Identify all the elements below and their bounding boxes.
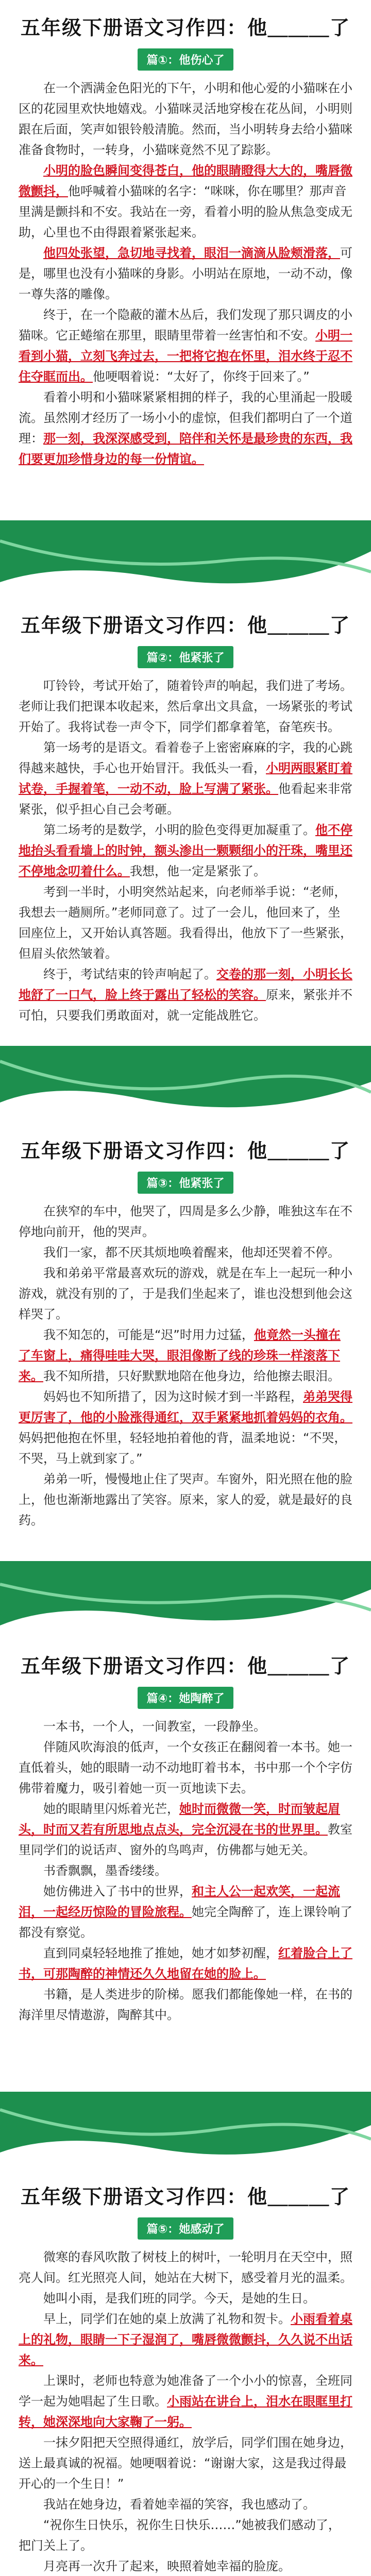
paragraph-text: 书籍，是人类进步的阶梯。愿我们都能像她一样，在书的海洋里尽情遨游，陶醉其中。	[19, 1987, 352, 2022]
section-title: 五年级下册语文习作四：他＿＿＿了	[20, 1140, 350, 1162]
essay-body	[19, 1201, 352, 1531]
paragraph-text: 她叫小雨，是我们班的同学。今天，是她的生日。	[43, 2291, 315, 2306]
paragraph-text: 她完全陶醉了，连上课铃响了都没有察觉。	[19, 1905, 352, 1940]
green-wave-separator	[0, 2092, 371, 2169]
essay-section-2	[0, 598, 371, 1046]
section-title: 五年级下册语文习作四：他＿＿＿了	[20, 16, 350, 39]
paragraph-text: 教室里同学们的说话声、窗外的鸟鸣声，仿佛都与她无关。	[19, 1822, 352, 1857]
paragraph-text: 她的眼睛里闪烁着光芒，	[43, 1802, 179, 1816]
essay-paragraph	[19, 2370, 352, 2432]
paragraph-text: 妈妈把他抱在怀里，轻轻地拍着他的背，温柔地说：“不哭，不哭，马上就到家了。”	[19, 1431, 347, 1466]
highlighted-sentence: 小雨站在讲台上，泪水在眼眶里打转，她深深地向大家鞠了一躬。	[19, 2394, 352, 2429]
essay-paragraph	[19, 1325, 352, 1386]
essay-body	[19, 78, 352, 469]
essay-paragraph	[19, 1386, 352, 1469]
paragraph-text: 叮铃铃，考试开始了，随着铃声的响起，我们进了考场。老师让我们把课本收起来，然后拿出文具盒，一场紧张的考试开始了。我将试卷一声令下，同学们都拿着笔，奋笔疾书。	[19, 679, 352, 734]
essay-paragraph	[19, 160, 352, 243]
essay-paragraph	[19, 1799, 352, 1860]
highlighted-sentence: 小雨看着桌上的礼物，眼睛一下子湿润了，嘴唇微微颤抖，久久说不出话来。	[19, 2312, 352, 2367]
highlighted-sentence: 弟弟哭得更厉害了，他的小脸涨得通红，双手紧紧地抓着妈妈的衣角。	[19, 1389, 352, 1425]
paragraph-text: 我不知怎的，可能是“迟”时用力过猛，	[43, 1328, 254, 1342]
essay-paragraph	[19, 2515, 352, 2556]
paragraph-text: 我和弟弟平常最喜欢玩的游戏，就是在车上一起玩一种小游戏，就没有别的了，于是我们坐起来了，谁也没想到他会这样哭了。	[19, 1266, 352, 1321]
essay-paragraph	[19, 1716, 352, 1737]
paragraph-text: 她仿佛进入了书中的世界，	[43, 1884, 192, 1899]
essay-paragraph	[19, 1469, 352, 1531]
paragraph-text: 直到同桌轻轻地推了推她，她才如梦初醒，	[43, 1946, 278, 1960]
paragraph-text: 我不知所措，只好默默地陪在他身边，给他擦去眼泪。	[43, 1369, 340, 1383]
essay-paragraph	[19, 2288, 352, 2309]
badge-subtitle: 她陶醉了	[179, 1692, 225, 1705]
paragraph-text: 书香飘飘，墨香缕缕。	[43, 1863, 167, 1878]
essay-paragraph	[19, 2432, 352, 2494]
essay-paragraph	[19, 387, 352, 469]
paragraph-text: 他哽咽着说：“太好了，你终于回来了。”	[93, 369, 310, 384]
paragraph-text: 微寒的春风吹散了树枝上的树叶，一轮明月在天空中，照亮人间。红光照亮人间，她站在大树下，感受着月光的温柔。	[19, 2250, 352, 2285]
essay-paragraph	[19, 2556, 352, 2576]
highlighted-sentence: 她时而微微一笑，时而皱起眉头，时而又若有所思地点点头，完全沉浸在书的世界里。	[19, 1802, 340, 1837]
paragraph-text: 终于，考试结束的铃声响起了。	[43, 967, 216, 981]
essay-paragraph	[19, 1737, 352, 1799]
badge-number: 篇⑤：	[146, 2223, 179, 2236]
essay-paragraph	[19, 820, 352, 882]
badge-subtitle: 他紧张了	[179, 1177, 225, 1190]
essay-paragraph	[19, 2494, 352, 2515]
paragraph-text: 他呼喊着小猫咪的名字：“咪咪，你在哪里？那声音里满是颤抖和不安。我站在一旁，看着小明的脸从焦急变成无助，心里也不由得跟着紧张起来。	[19, 184, 352, 240]
paragraph-text: 我想，他一定是紧张了。	[130, 864, 266, 878]
essay-paragraph	[19, 1881, 352, 1943]
paragraph-text: 我站在她身边，看着她幸福的笑容，我也感动了。	[43, 2497, 315, 2512]
badge-subtitle: 他伤心了	[179, 54, 225, 67]
essay-paragraph	[19, 1201, 352, 1242]
section-title: 五年级下册语文习作四：他＿＿＿了	[20, 2185, 350, 2208]
highlighted-sentence: 小明的脸色瞬间变得苍白，他的眼睛瞪得大大的，嘴唇微微颤抖，	[19, 163, 352, 198]
essay-paragraph	[19, 1242, 352, 1263]
badge-subtitle: 他紧张了	[179, 652, 225, 665]
essay-paragraph	[19, 2309, 352, 2370]
essay-paragraph	[19, 1860, 352, 1881]
essay-paragraph	[19, 243, 352, 304]
paragraph-text: 早上，同学们在她的桌上放满了礼物和贺卡。	[43, 2312, 291, 2326]
paragraph-text: 原来，紧张并不可怕，只要我们勇敢面对，就一定能战胜它。	[19, 988, 352, 1023]
highlighted-sentence: 那一刻，我深深感受到，陪伴和关怀是最珍贵的东西，我们要更加珍惜身边的每一份情谊。	[19, 431, 352, 466]
section-title: 五年级下册语文习作四：他＿＿＿了	[20, 614, 350, 637]
highlighted-sentence: 和主人公一起欢笑，一起流泪，一起经历惊险的冒险旅程。	[19, 1884, 340, 1919]
paragraph-text: 他看起来非常紧张，似乎担心自己会考砸。	[19, 782, 352, 817]
essay-badge	[138, 2217, 234, 2240]
essay-paragraph	[19, 1263, 352, 1325]
badge-number: 篇④：	[146, 1692, 179, 1705]
essay-paragraph	[19, 78, 352, 160]
badge-number: 篇③：	[146, 1177, 179, 1190]
essay-paragraph	[19, 675, 352, 737]
paragraph-text: 我们一家，都不厌其烦地唤着醒来，他却还哭着不停。	[43, 1245, 340, 1260]
paragraph-text: 终于，在一个隐蔽的灌木丛后，我们发现了那只调皮的小猫咪。它正蜷缩在那里，眼睛里带着一丝害怕和不安。	[19, 308, 352, 343]
essay-paragraph	[19, 1984, 352, 2025]
paragraph-text: 第一场考的是语文。看着卷子上密密麻麻的字，我的心跳得越来越快，手心也开始冒汗。我低头一看，	[19, 740, 352, 775]
essay-body	[19, 1716, 352, 2025]
essay-paragraph	[19, 1943, 352, 1984]
essay-paragraph	[19, 2247, 352, 2288]
essay-section-4	[0, 1638, 371, 2092]
paragraph-text: 在狭窄的车中，他哭了，四周是多么少静，唯独这车在不停地向前开，他的哭声。	[19, 1204, 352, 1239]
paragraph-text: 上课时，老师也特意为她准备了一个小小的惊喜，全班同学一起为她唱起了生日歌。	[19, 2374, 352, 2409]
badge-number: 篇①：	[146, 54, 179, 67]
highlighted-sentence: 他不停地抬头看看墙上的时钟，额头渗出一颗颗细小的汗珠，嘴里还不停地念叨着什么。	[19, 823, 352, 878]
paragraph-text: 考到一半时，小明突然站起来，向老师举手说：“老师，我想去一趟厕所。”老师同意了。过了一会儿，他回来了，坐回座位上，又开始认真答题。我看得出，他放下了一些紧张，但眉头依然皱着。	[19, 885, 352, 961]
green-wave-separator	[0, 1046, 371, 1123]
paragraph-text: 在一个洒满金色阳光的下午，小明和他心爱的小猫咪在小区的花园里欢快地嬉戏。小猫咪灵活地穿梭在花丛间，小明则跟在后面，笑声如银铃般清脆。然而，当小明转身去给小猫咪准备食物时，一转身，小猫咪竟然不见了踪影。	[19, 81, 352, 157]
highlighted-sentence: 他四处张望，急切地寻找着，眼泪一滴滴从脸颊滑落，	[43, 246, 340, 260]
highlighted-sentence: 他竟然一头撞在了车窗上，痛得哇哇大哭，眼泪像断了线的珍珠一样滚落下来。	[19, 1328, 341, 1383]
paragraph-text: “祝你生日快乐，祝你生日快乐……”她被我们感动了，把门关上了。	[19, 2518, 341, 2553]
highlighted-sentence: 交卷的那一刻，小明长长地舒了一口气，脸上终于露出了轻松的笑容。	[19, 967, 352, 1002]
essay-paragraph	[19, 964, 352, 1026]
paragraph-text: 一本书，一个人，一间教室，一段静坐。	[43, 1719, 266, 1734]
paragraph-text: 看着小明和小猫咪紧紧相拥的样子，我的心里涌起一股暖流。虽然刚才经历了一场小小的虚惊，但我们都明白了一个道理：	[19, 390, 352, 446]
paragraph-text: 一抹夕阳把天空照得通红，放学后，同学们围在她身边，送上最真诚的祝福。她哽咽着说：“谢谢大家，这是我过得最开心的一个生日！”	[19, 2435, 352, 2491]
section-title: 五年级下册语文习作四：他＿＿＿了	[20, 1655, 350, 1677]
essay-section-3	[0, 1123, 371, 1561]
essay-body	[19, 2247, 352, 2576]
essay-badge	[138, 646, 234, 668]
badge-number: 篇②：	[146, 652, 179, 665]
highlighted-sentence: 小明一看到小猫，立刻飞奔过去，一把将它抱在怀里，泪水终于忍不住夺眶而出。	[19, 328, 352, 384]
paragraph-text: 弟弟一听，慢慢地止住了哭声。车窗外，阳光照在他的脸上，他也渐渐地露出了笑容。原来，家人的爱，就是最好的良药。	[19, 1472, 352, 1528]
highlighted-sentence: 小明两眼紧盯着试卷，手握着笔，一动不动，脸上写满了紧张。	[19, 761, 352, 796]
paragraph-text: 伴随风吹海浪的低声，一个女孩正在翻阅着一本书。她一直低着头，她的眼睛一动不动地盯着书本，书中那一个个字仿佛带着魔力，吸引着她一页一页地读下去。	[19, 1740, 352, 1795]
essay-section-1	[0, 0, 371, 520]
essay-badge	[138, 48, 234, 71]
essay-body	[19, 675, 352, 1026]
highlighted-sentence: 红着脸合上了书，可那陶醉的神情还久久地留在她的脸上。	[19, 1946, 352, 1981]
essay-paragraph	[19, 882, 352, 964]
essay-paragraph	[19, 304, 352, 387]
essay-badge	[138, 1687, 234, 1709]
badge-subtitle: 她感动了	[179, 2223, 225, 2236]
paragraph-text: 可是，哪里也没有小猫咪的身影。小明站在原地，一动不动，像一尊失落的雕像。	[19, 246, 352, 301]
green-wave-separator	[0, 520, 371, 598]
essay-section-5	[0, 2169, 371, 2576]
essay-badge	[138, 1172, 234, 1194]
essay-paragraph	[19, 737, 352, 820]
green-wave-separator	[0, 1561, 371, 1638]
paragraph-text: 第二场考的是数学，小明的脸色变得更加凝重了。	[43, 823, 315, 837]
paragraph-text: 妈妈也不知所措了，因为这时候才到一半路程，	[43, 1389, 303, 1404]
paragraph-text: 月亮再一次升了起来，映照着她幸福的脸庞。	[43, 2559, 291, 2573]
